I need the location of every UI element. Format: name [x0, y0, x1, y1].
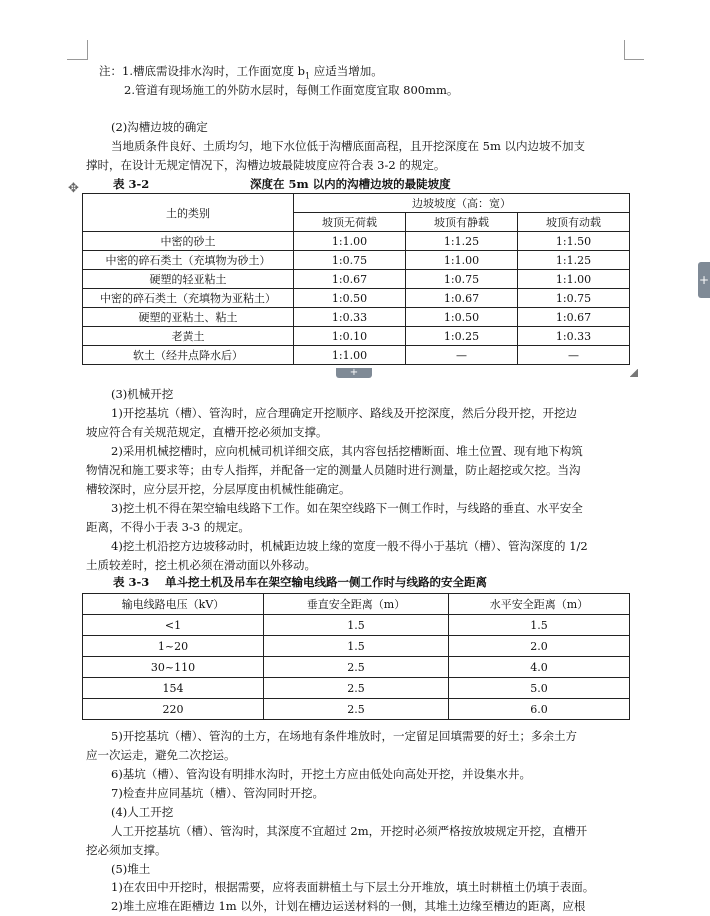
paragraph-line: 2)堆土应堆在距槽边 1m 以外，计划在槽边运送材料的一侧，其堆土边缘至槽边的距离，应根 [111, 899, 586, 913]
crop-mark-top-right [624, 40, 625, 60]
table-cell: 1:0.25 [406, 327, 518, 346]
safety-distance-table [82, 593, 630, 720]
table-subheader: 坡顶有静载 [406, 213, 518, 232]
table-cell: 1.5 [449, 615, 630, 636]
table-cell: 4.0 [449, 657, 630, 678]
paragraph-line: 当地质条件良好、土质均匀，地下水位低于沟槽底面高程，且开挖深度在 5m 以内边坡不加支 [111, 139, 586, 153]
paragraph-line: 人工开挖基坑（槽）、管沟时，其深度不宜超过 2m，开挖时必须严格按放坡规定开挖，直槽开 [111, 824, 588, 838]
crop-mark-top-right-h [624, 59, 644, 60]
paragraph-line: 坡应符合有关规范规定，直槽开挖必须加支撑。 [86, 425, 328, 439]
table-cell: — [406, 346, 518, 365]
table-cell: 1:1.00 [406, 251, 518, 270]
table-cell: 1:1.25 [518, 251, 630, 270]
table-row [83, 251, 630, 270]
table-cell: 1.5 [264, 615, 449, 636]
table-cell: 5.0 [449, 678, 630, 699]
table-header-soil: 土的类别 [83, 194, 294, 232]
table-row [83, 636, 630, 657]
table-title: 单斗挖土机及吊车在架空输电线路一侧工作时与线路的安全距离 [165, 575, 487, 589]
table-cell: 1:0.67 [406, 289, 518, 308]
table-cell: 1:0.75 [406, 270, 518, 289]
table-cell: 1.5 [264, 636, 449, 657]
section-heading-manual: (4)人工开挖 [111, 805, 174, 819]
paragraph-line: 2)采用机械挖槽时，应向机械司机详细交底，其内容包括挖槽断面、堆土位置、现有地下构筑 [111, 444, 583, 458]
paragraph-line: 1)在农田中开挖时，根据需要，应将表面耕植土与下层土分开堆放，填土时耕植土仍填于表面。 [111, 880, 595, 894]
paragraph-line: 挖必须加支撑。 [86, 843, 167, 857]
section-heading-soil-pile: (5)堆土 [111, 862, 151, 876]
table-cell: 1:0.33 [518, 327, 630, 346]
table-cell: — [518, 346, 630, 365]
slope-table [82, 193, 630, 365]
table-cell: 中密的碎石类土（充填物为砂土） [83, 251, 294, 270]
table-cell: <1 [83, 615, 264, 636]
paragraph-line: 槽较深时，应分层开挖，分层厚度由机械性能确定。 [86, 482, 351, 496]
table-cell: 30~110 [83, 657, 264, 678]
table-cell: 1~20 [83, 636, 264, 657]
table-subheader: 坡顶无荷载 [294, 213, 406, 232]
table-row [83, 657, 630, 678]
table-row [83, 270, 630, 289]
table-row [83, 699, 630, 720]
paragraph-line: 土质较差时，挖土机必须在滑动面以外移动。 [86, 558, 316, 572]
table-cell: 中密的碎石类土（充填物为亚粘土） [83, 289, 294, 308]
table-number: 表 3-2 [113, 177, 150, 191]
table-resize-handle-icon[interactable] [630, 369, 638, 377]
table-row [83, 289, 630, 308]
table-header: 输电线路电压（kV） [83, 594, 264, 615]
table-cell: 1:1.00 [294, 232, 406, 251]
table-row [83, 232, 630, 251]
paragraph-line: 4)挖土机沿挖方边坡移动时，机械距边坡上缘的宽度一般不得小于基坑（槽）、管沟深度的 1/2 [111, 539, 588, 553]
paragraph-line: 距离，不得小于表 3-3 的规定。 [86, 520, 250, 534]
paragraph-line: 1)开挖基坑（槽）、管沟时，应合理确定开挖顺序、路线及开挖深度，然后分段开挖，开挖边 [111, 406, 578, 420]
table-cell: 1:0.10 [294, 327, 406, 346]
table-row [83, 678, 630, 699]
paragraph-line: 应一次运走，避免二次挖运。 [86, 748, 236, 762]
table-cell: 2.0 [449, 636, 630, 657]
table-move-handle-icon[interactable]: ✥ [68, 181, 79, 196]
table-cell: 1:1.50 [518, 232, 630, 251]
section-heading-slope: (2)沟槽边坡的确定 [111, 120, 208, 134]
table-cell: 154 [83, 678, 264, 699]
section-heading-machine: (3)机械开挖 [111, 387, 174, 401]
table-cell: 2.5 [264, 678, 449, 699]
table-header: 水平安全距离（m） [449, 594, 630, 615]
table-cell: 1:0.50 [406, 308, 518, 327]
table-subheader: 坡顶有动载 [518, 213, 630, 232]
paragraph-line: 6)基坑（槽）、管沟设有明排水沟时，开挖土方应由低处向高处开挖，并设集水井。 [111, 767, 532, 781]
table-cell: 1:0.67 [294, 270, 406, 289]
crop-mark-top-left-h [67, 59, 87, 60]
table-cell: 1:0.67 [518, 308, 630, 327]
table-number: 表 3-3 [113, 575, 150, 589]
table-cell: 2.5 [264, 699, 449, 720]
note-1: 注：1.槽底需设排水沟时，工作面宽度 $b_1$ 应适当增加。 [99, 64, 383, 81]
paragraph-line: 5)开挖基坑（槽）、管沟的土方，在场地有条件堆放时，一定留足回填需要的好土；多余土方 [111, 729, 578, 743]
table-cell: 中密的砂土 [83, 232, 294, 251]
table-cell: 1:1.00 [294, 346, 406, 365]
note-2: 2.管道有现场施工的外防水层时，每侧工作面宽度宜取 800mm。 [124, 83, 459, 97]
table-cell: 6.0 [449, 699, 630, 720]
table-header: 垂直安全距离（m） [264, 594, 449, 615]
paragraph-line: 3)挖土机不得在架空输电线路下工作。如在架空线路下一侧工作时，与线路的垂直、水平安全 [111, 501, 583, 515]
table-cell: 1:0.75 [294, 251, 406, 270]
table-cell: 1:0.50 [294, 289, 406, 308]
table-cell: 1:1.25 [406, 232, 518, 251]
table-row [83, 346, 630, 365]
paragraph-line: 撑时，在设计无规定情况下，沟槽边坡最陡坡度应符合表 3-2 的规定。 [86, 158, 446, 172]
table-row [83, 327, 630, 346]
table-cell: 1:0.33 [294, 308, 406, 327]
table-cell: 1:1.00 [518, 270, 630, 289]
add-column-button[interactable]: + [698, 262, 710, 298]
table-cell: 2.5 [264, 657, 449, 678]
add-row-button[interactable]: + [336, 368, 372, 378]
table-cell: 硬塑的轻亚粘土 [83, 270, 294, 289]
paragraph-line: 物情况和施工要求等；由专人指挥，并配备一定的测量人员随时进行测量，防止超挖或欠挖。当沟 [86, 463, 581, 477]
table-title: 深度在 5m 以内的沟槽边坡的最陡坡度 [250, 177, 451, 191]
table-row [83, 615, 630, 636]
table-cell: 220 [83, 699, 264, 720]
crop-mark-top-left [87, 40, 88, 60]
table-cell: 硬塑的亚粘土、粘土 [83, 308, 294, 327]
table-header-slope: 边坡坡度（高：宽） [294, 194, 630, 213]
table-cell: 软土（经井点降水后） [83, 346, 294, 365]
table-cell: 1:0.75 [518, 289, 630, 308]
table-row [83, 308, 630, 327]
table-cell: 老黄土 [83, 327, 294, 346]
paragraph-line: 7)检查井应同基坑（槽）、管沟同时开挖。 [111, 786, 325, 800]
